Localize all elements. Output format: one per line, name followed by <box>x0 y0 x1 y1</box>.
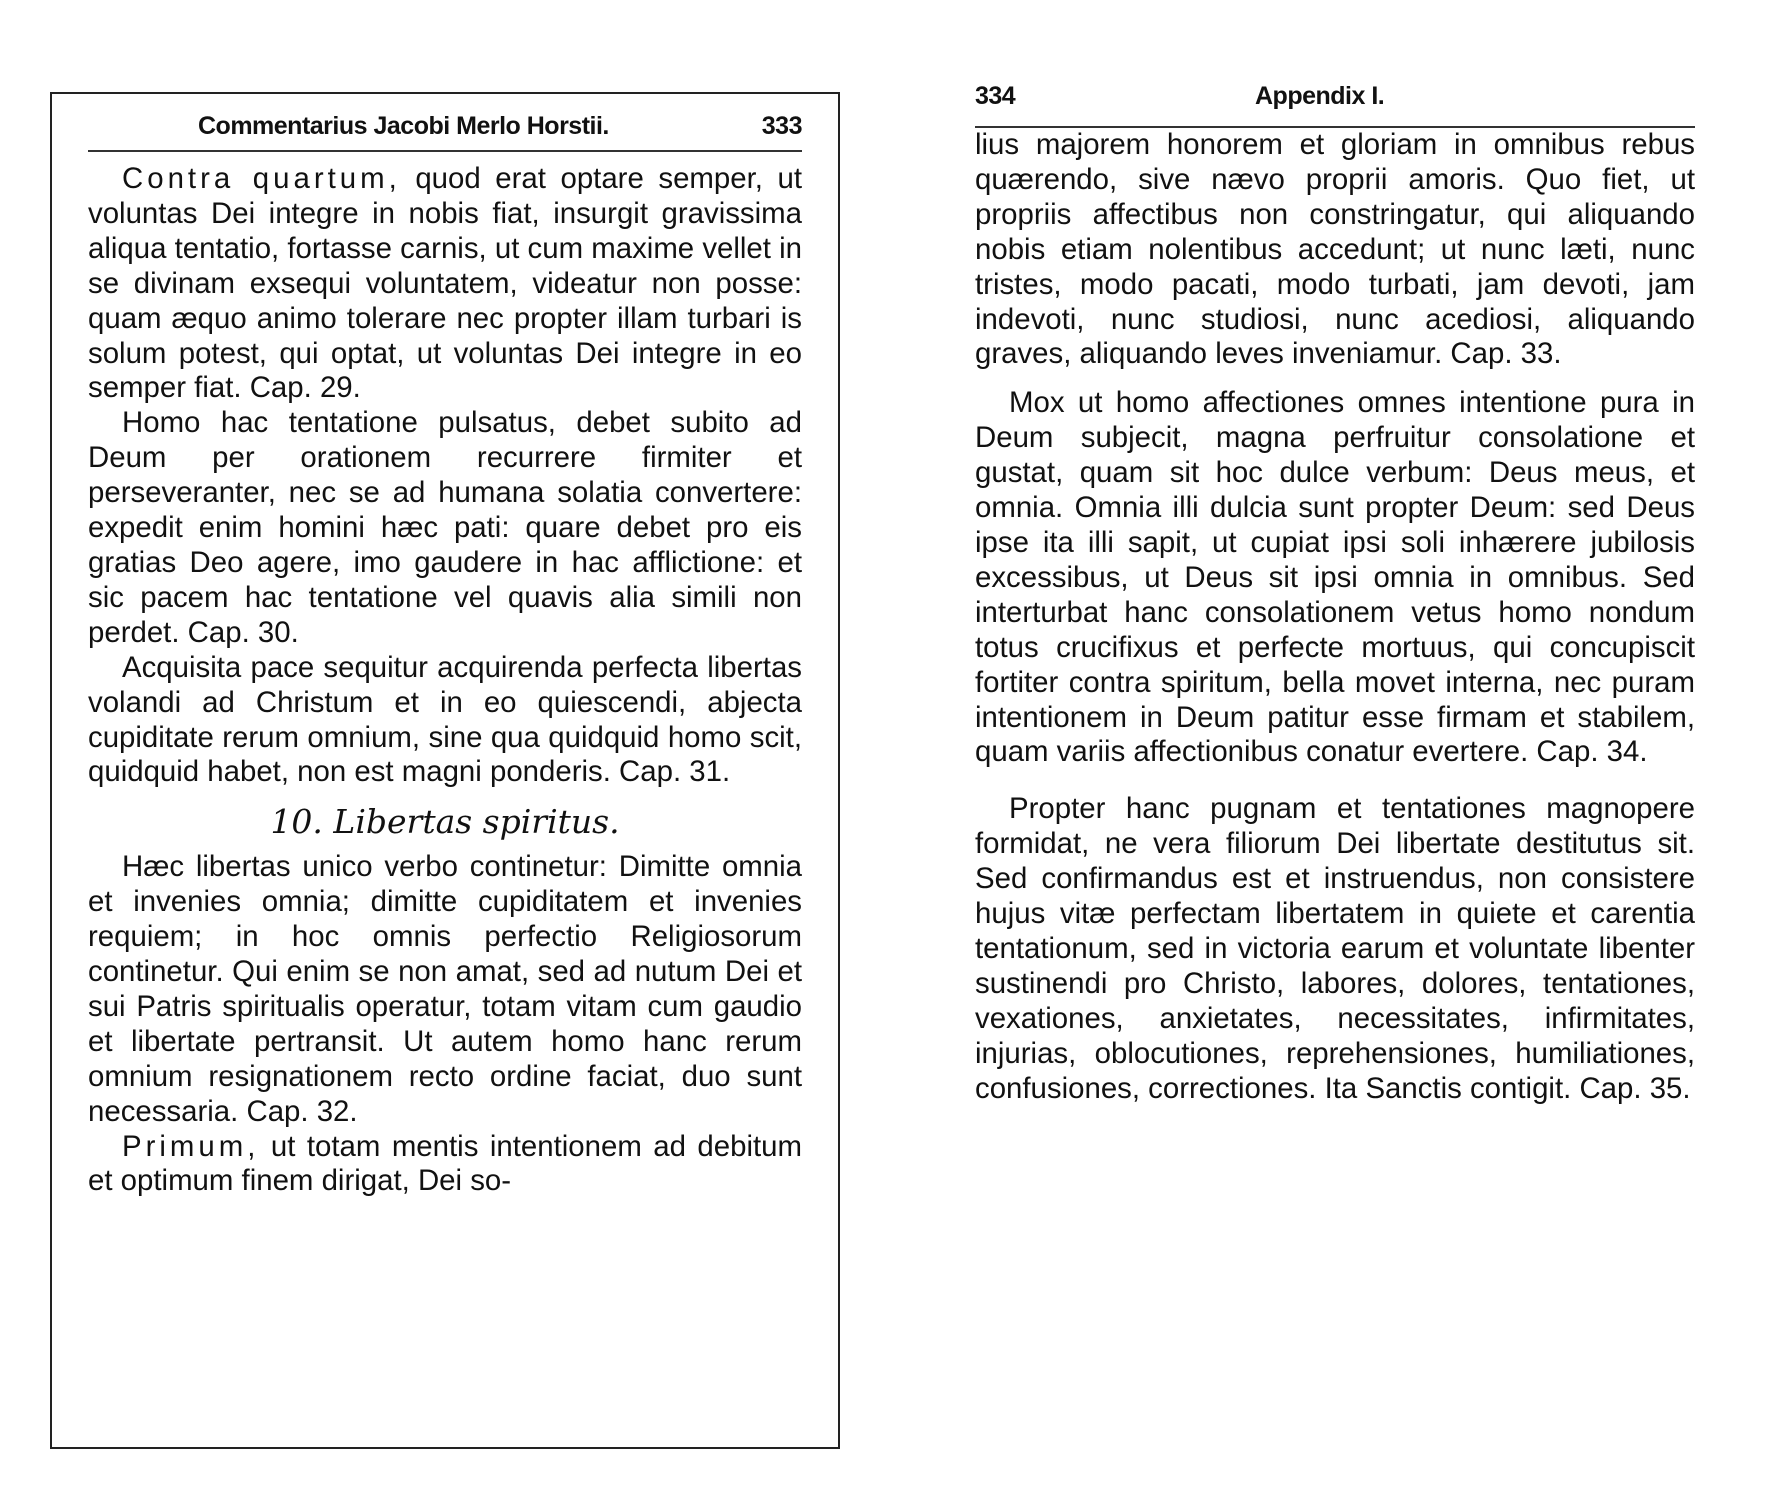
paragraph: Homo hac tentatione pulsatus, debet subito ad Deum per orationem recurrere firmiter et perseveranter, nec se ad humana solatia convertere: expedit enim homini hæc pati: quare debet pro eis gratias Deo agere, imo gaudere in hac afflictione: et sic pacem hac tentatione vel quavis alia simili non perdet. Cap. 30. <box>88 406 802 649</box>
paragraph: Acquisita pace sequitur acquirenda perfecta libertas volandi ad Christum et in eo quiescendi, abjecta cupiditate rerum omnium, sine qua quidquid homo scit, quidquid habet, non est magni ponderis. Cap. 31. <box>88 650 802 789</box>
left-body-text <box>88 162 802 1199</box>
running-head-left <box>88 112 802 152</box>
running-head-right <box>975 82 1695 128</box>
running-head-title: Commentarius Jacobi Merlo Horstii. <box>198 112 609 140</box>
running-head-title: Appendix I. <box>1255 82 1385 110</box>
page-number: 334 <box>975 82 1016 110</box>
paragraph-text: quod erat optare semper, ut voluntas Dei integre in nobis fiat, insurgit gravissima aliqua tentatio, fortasse carnis, ut cum maxime vellet in se divinam exsequi voluntatem, videatur non posse: quam æquo animo tolerare nec propter illam turbari is solum potest, qui optat, ut voluntas Dei integre in eo semper fiat. Cap. 29. <box>88 162 802 405</box>
right-body-text <box>975 128 1695 1106</box>
paragraph: Propter hanc pugnam et tentationes magnopere formidat, ne vera filiorum Dei libertate destitutus sit. Sed confirmandus est et instruendus, non consistere hujus vitæ perfectam libertatem in quiete et carentia tentationum, sed in victoria earum et voluntate libenter sustinendi pro Christo, labores, dolores, tentationes, vexationes, anxietates, necessitates, infirmitates, injurias, oblocutiones, reprehensiones, humiliationes, confusiones, correctiones. Ita Sanctis contigit. Cap. 35. <box>975 792 1695 1105</box>
paragraph <box>88 162 802 406</box>
paragraph: Mox ut homo affectiones omnes intentione pura in Deum subjecit, magna perfruitur consolatione et gustat, quam sit hoc dulce verbum: Deus meus, et omnia. Omnia illi dulcia sunt propter Deum: sed Deus ipse ita illi sapit, ut cupiat ipsi soli inhærere jubilosis excessibus, ut Deus sit ipsi omnia in omnibus. Sed interturbat hanc consolationem vetus homo nondum totus crucifixus et perfecte mortuus, qui concupiscit fortiter contra spiritum, bella movet interna, nec puram intentionem in Deum patitur esse firmam et stabilem, quam variis affectionibus conatur evertere. Cap. 34. <box>975 386 1695 769</box>
section-number: 10. <box>270 802 323 842</box>
section-title: Libertas spiritus. <box>333 802 620 842</box>
paragraph: Hæc libertas unico verbo continetur: Dimitte omnia et invenies omnia; dimitte cupiditatem et invenies requiem; in hoc omnis perfectio Religiosorum continetur. Qui enim se non amat, sed ad nutum Dei et sui Patris spiritualis operatur, totam vitam cum gaudio et libertate pertransit. Ut autem homo hanc rerum omnium resignationem recto ordine faciat, duo sunt necessaria. Cap. 32. <box>88 850 802 1128</box>
page-number: 333 <box>761 112 802 140</box>
section-heading <box>88 802 802 842</box>
paragraph-lead: Primum, <box>122 1129 260 1163</box>
left-page <box>50 92 840 1449</box>
right-page <box>975 82 1695 1382</box>
paragraph-lead: Contra quartum, <box>122 162 401 195</box>
paragraph: lius majorem honorem et gloriam in omnibus rebus quærendo, sive nævo proprii amoris. Quo fiet, ut propriis affectibus non constringatur, qui aliquando nobis etiam nolentibus accedunt; ut nunc læti, nunc tristes, modo pacati, modo turbati, jam devoti, jam indevoti, nunc studiosi, nunc acediosi, aliquando graves, aliquando leves inveniamur. Cap. 33. <box>975 128 1695 371</box>
paragraph <box>88 1130 802 1200</box>
paragraph-text: ut totam mentis intentionem ad debitum et optimum finem dirigat, Dei so- <box>88 1129 802 1198</box>
